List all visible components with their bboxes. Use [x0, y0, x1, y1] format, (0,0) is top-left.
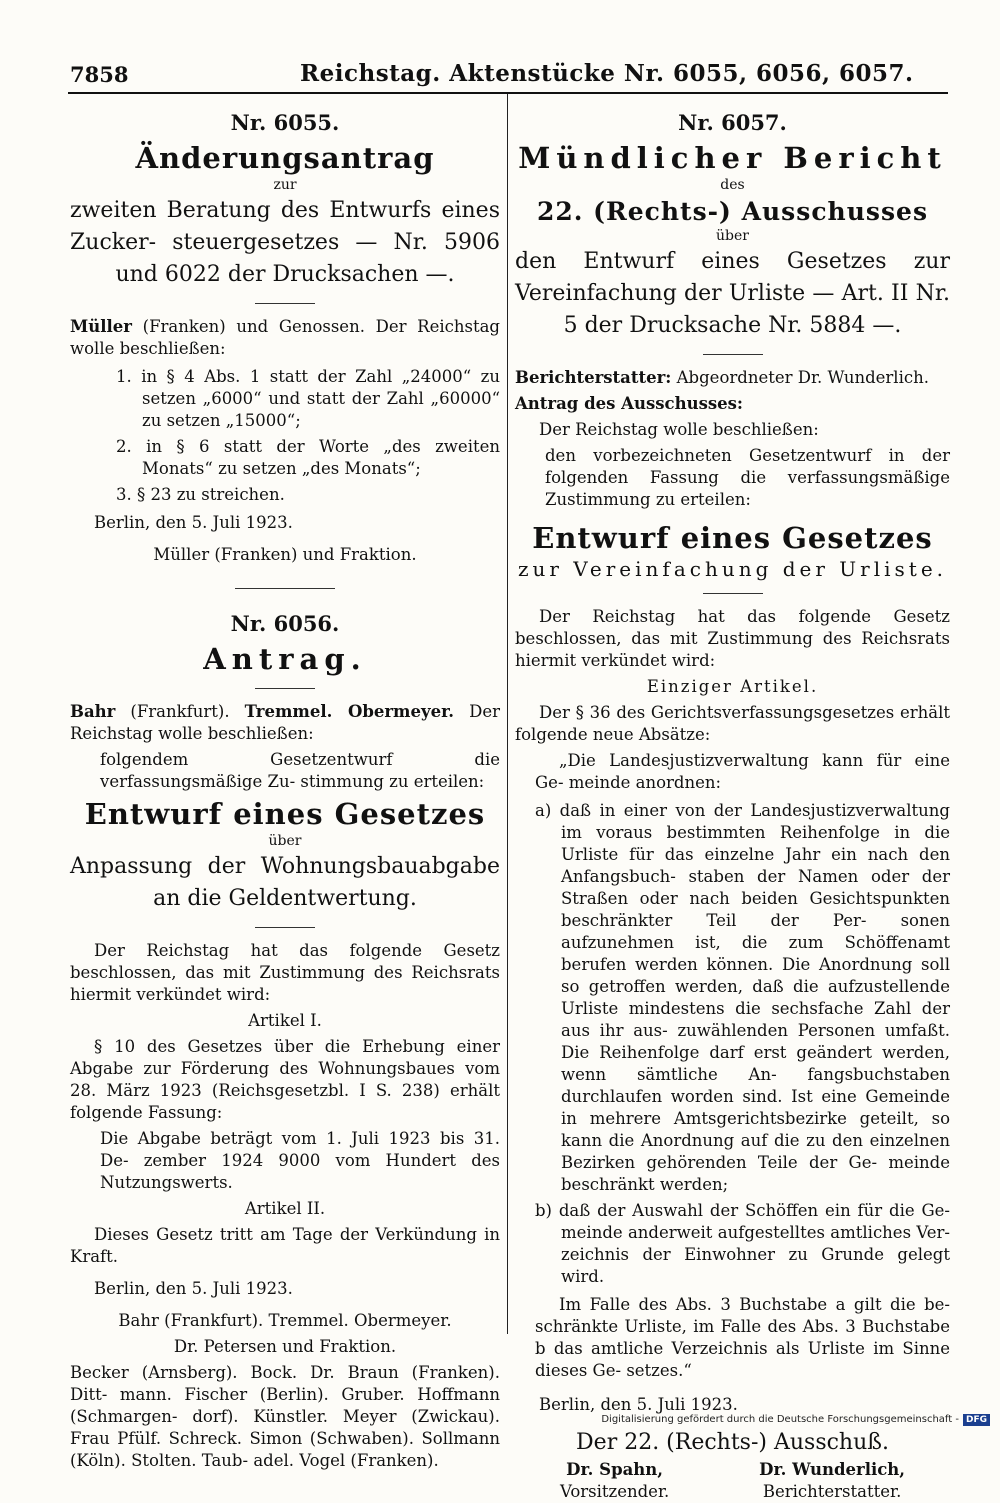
- doc-6057-draft-heading: Entwurf eines Gesetzes: [532, 521, 933, 555]
- doc-6056-number: Nr. 6056.: [230, 611, 340, 636]
- chair-signature: [560, 1459, 669, 1503]
- doc-6056-draft-subtitle: Anpassung der Wohnungsbauabgabe an die Geldentwertung.: [70, 854, 500, 911]
- rapporteur-signature: [759, 1459, 905, 1503]
- rapporteur-role: Berichterstatter.: [762, 1482, 902, 1501]
- doc-6055-date: Berlin, den 5. Juli 1923.: [94, 513, 293, 532]
- doc-6055-number: Nr. 6055.: [230, 110, 340, 135]
- separator: [703, 354, 763, 355]
- doc-6057-article-text: Der § 36 des Gerichtsverfassungsgesetzes erhält folgende neue Absätze:: [515, 703, 950, 744]
- doc-6056-article-1-quote: Die Abgabe beträgt vom 1. Juli 1923 bis 31. De- zember 1924 9000 vom Hundert des Nutzungswerts.: [100, 1129, 500, 1192]
- doc-6056-motion: folgendem Gesetzentwurf die verfassungsmäßige Zu- stimmung zu erteilen:: [100, 750, 500, 791]
- separator: [235, 588, 335, 589]
- rapporteur-name: Abgeordneter Dr. Wunderlich.: [671, 368, 929, 387]
- separator: [703, 593, 763, 594]
- doc-6056-ueber: über: [268, 833, 302, 849]
- doc-6056-draft-heading: Entwurf eines Gesetzes: [84, 797, 486, 831]
- doc-6056-date: Berlin, den 5. Juli 1923.: [94, 1279, 293, 1298]
- doc-6057-motion-text: den vorbezeichneten Gesetzentwurf in der folgenden Fassung die verfassungsmäßige Zustimmung zu erteilen:: [545, 446, 950, 509]
- doc-6057-motion-label: Antrag des Ausschusses:: [515, 394, 744, 413]
- list-item: 3. § 23 zu streichen.: [116, 485, 285, 504]
- doc-6055-signature: Müller (Franken) und Fraktion.: [153, 545, 417, 564]
- header-rule: [68, 92, 948, 94]
- doc-6057-article: Einziger Artikel.: [646, 677, 819, 696]
- page-header: [70, 60, 950, 88]
- doc-6056-signature-list: Becker (Arnsberg). Bock. Dr. Braun (Franken). Ditt- mann. Fischer (Berlin). Gruber. Hoffmann (Schmargen- dorf). Künstler. Meyer (Zwickau). Frau Pfülf. Schreck. Simon (Schwaben). Sollmann (Köln). Stolten. Taub- adel. Vogel (Franken).: [70, 1363, 500, 1470]
- doc-6055-subtitle: zweiten Beratung des Entwurfs eines Zucker- steuergesetzes — Nr. 5906 und 6022 der Drucksachen —.: [70, 198, 500, 287]
- doc-6057-enactment: Der Reichstag hat das folgende Gesetz beschlossen, das mit Zustimmung des Reichsrats hiermit verkündet wird:: [515, 607, 950, 670]
- doc-6057-ueber: über: [716, 228, 749, 244]
- doc-6057-committee-signature: Der 22. (Rechts-) Ausschuß.: [576, 1430, 889, 1455]
- page-number: 7858: [70, 62, 129, 87]
- list-item: 2. in § 6 statt der Worte „des zweiten Monats“ zu setzen „des Monats“;: [116, 437, 500, 478]
- intro-mid: (Frankfurt).: [115, 702, 245, 721]
- doc-6057-closing: Im Falle des Abs. 3 Buchstabe a gilt die be- schränkte Urliste, im Falle des Abs. 3 Buchstabe b das amtliche Verzeichnis als Urliste im Sinne dieses Ge- setzes.“: [535, 1295, 950, 1380]
- right-column: [515, 100, 950, 1503]
- left-column: [70, 100, 500, 1476]
- footer-text: Digitalisierung gefördert durch die Deutsche Forschungsgemeinschaft -: [601, 1414, 959, 1425]
- digitization-footer: [601, 1414, 990, 1426]
- dfg-logo: DFG: [963, 1414, 990, 1426]
- doc-6057-signatories: [515, 1459, 950, 1503]
- separator: [255, 688, 315, 689]
- separator: [255, 303, 315, 304]
- list-item: 1. in § 4 Abs. 1 statt der Zahl „24000“ zu setzen „6000“ und statt der Zahl „60000“ zu setzen „15000“;: [116, 367, 500, 430]
- doc-6055-heading: Änderungsantrag: [135, 141, 435, 175]
- doc-6056-signature-1: Bahr (Frankfurt). Tremmel. Obermeyer.: [118, 1311, 452, 1330]
- doc-6057-items: [535, 800, 950, 1288]
- mover-name: Müller: [70, 317, 132, 336]
- doc-6057-rapporteur: [515, 367, 950, 389]
- doc-6057-committee: 22. (Rechts-) Ausschusses: [536, 197, 929, 226]
- doc-6055-items: [116, 366, 500, 506]
- doc-6056-signature-2: Dr. Petersen und Fraktion.: [173, 1337, 397, 1356]
- rapporteur-label: Berichterstatter:: [515, 368, 672, 387]
- doc-6056-intro: [70, 701, 500, 745]
- list-item: a) daß in einer von der Landesjustizverwaltung im voraus bestimmten Reihenfolge in die Urliste für das einzelne Jahr ein nach den Anfangsbuch- staben der Namen oder der Straßen oder nach beiden Gesichtspunkten beschränkter Teil der Per- sonen aufzunehmen ist, die zum Schöffenamt berufen werden können. Die Anordnung soll so getroffen werden, daß die aufzustellende Urliste mindestens die sechsfache Zahl der aus ihr aus- zuwählenden Personen umfaßt. Die Reihenfolge darf erst geändert werden, wenn sämtliche An- fangsbuchstaben durchlaufen worden sind. Ist eine Gemeinde in mehrere Amtsgerichtsbezirke geteilt, so kann die Anordnung auf die zu den einzelnen Bezirken gehörenden Teile der Ge- meinde beschränkt werden;: [535, 801, 950, 1194]
- doc-6057-motion-intro: Der Reichstag wolle beschließen:: [539, 420, 819, 439]
- chair-role: Vorsitzender.: [559, 1482, 670, 1501]
- doc-6057-draft-subtitle: zur Vereinfachung der Urliste.: [517, 557, 948, 581]
- doc-6057-date: Berlin, den 5. Juli 1923.: [539, 1395, 738, 1414]
- doc-6057-des: des: [720, 177, 745, 193]
- doc-6056-enactment: Der Reichstag hat das folgende Gesetz beschlossen, das mit Zustimmung des Reichsrats hiermit verkündet wird:: [70, 941, 500, 1004]
- doc-6056-article-2: Artikel II.: [244, 1199, 326, 1218]
- mover-name: Bahr: [70, 702, 116, 721]
- running-title: Reichstag. Aktenstücke Nr. 6055, 6056, 6057.: [300, 60, 914, 87]
- doc-6055-intro: [70, 316, 500, 360]
- doc-6056-article-2-text: Dieses Gesetz tritt am Tage der Verkündung in Kraft.: [70, 1225, 500, 1266]
- doc-6056-article-1-text: § 10 des Gesetzes über die Erhebung einer Abgabe zur Förderung des Wohnungsbaues vom 28. März 1923 (Reichsgesetzbl. I S. 238) erhält folgende Fassung:: [70, 1037, 500, 1122]
- separator: [255, 927, 315, 928]
- intro-rest: (Franken) und Genossen. Der Reichstag wolle beschließen:: [70, 317, 500, 358]
- co-movers: Tremmel. Obermeyer.: [244, 702, 455, 721]
- doc-6057-heading: Mündlicher Bericht: [518, 141, 947, 175]
- doc-6055-zur: zur: [273, 177, 297, 193]
- doc-6057-subtitle: den Entwurf eines Gesetzes zur Vereinfachung der Urliste — Art. II Nr. 5 der Drucksache Nr. 5884 —.: [515, 249, 950, 338]
- doc-6057-number: Nr. 6057.: [678, 110, 787, 135]
- rapporteur-sign-name: Dr. Wunderlich,: [759, 1460, 906, 1479]
- intro-rest: Der Reichstag wolle beschließen:: [70, 702, 500, 743]
- doc-6056-article-1: Artikel I.: [248, 1011, 322, 1030]
- doc-6056-heading: Antrag.: [203, 642, 367, 676]
- doc-6057-quote-intro: „Die Landesjustizverwaltung kann für eine Ge- meinde anordnen:: [535, 751, 950, 792]
- list-item: b) daß der Auswahl der Schöffen ein für die Ge- meinde anderweit aufgestelltes amtliches Ver- zeichnis der Einwohner zu Grunde gelegt wird.: [535, 1201, 950, 1286]
- column-divider: [507, 94, 508, 1334]
- chair-name: Dr. Spahn,: [566, 1460, 664, 1479]
